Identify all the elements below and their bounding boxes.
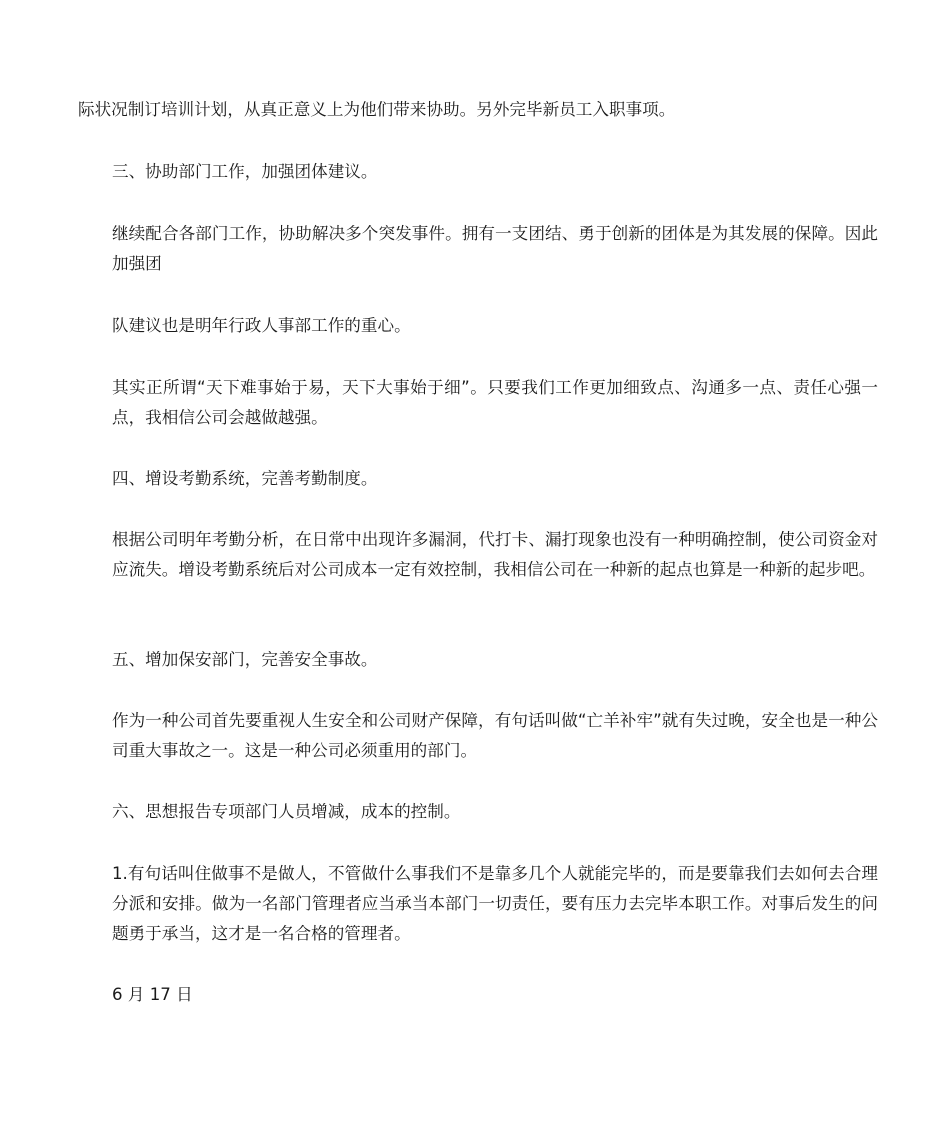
- paragraph-training-plan: 际状况制订培训计划，从真正意义上为他们带来协助。另外完毕新员工入职事项。: [78, 100, 676, 119]
- heading-section-3: 三、协助部门工作，加强团体建议。: [112, 162, 378, 181]
- paragraph-details: 其实正所谓“天下难事始于易，天下大事始于细”。只要我们工作更加细致点、沟通多一点、责任心强一点，我相信公司会越做越强。: [112, 378, 878, 427]
- paragraph-security: 作为一种公司首先要重视人生安全和公司财产保障，有句话叫做“亡羊补牢”就有失过晚，安全也是一种公司重大事故之一。这是一种公司必须重用的部门。: [112, 711, 878, 760]
- heading-section-4: 四、增设考勤系统，完善考勤制度。: [112, 469, 378, 488]
- date-line: 6 月 17 日: [112, 985, 193, 1004]
- paragraph-management: 1.有句话叫住做事不是做人，不管做什么事我们不是靠多几个人就能完毕的，而是要靠我们去如何去合理分派和安排。做为一名部门管理者应当承当本部门一切责任，要有压力去完毕本职工作。对事后发生的问题勇于承当，这才是一名合格的管理者。: [112, 864, 878, 943]
- heading-section-5: 五、增加保安部门，完善安全事故。: [112, 650, 378, 669]
- paragraph-team-building-cont: 队建议也是明年行政人事部工作的重心。: [112, 316, 411, 335]
- heading-section-6: 六、思想报告专项部门人员增减，成本的控制。: [112, 802, 461, 821]
- paragraph-team-building: 继续配合各部门工作，协助解决多个突发事件。拥有一支团结、勇于创新的团体是为其发展的保障。因此加强团: [112, 224, 878, 273]
- paragraph-attendance: 根据公司明年考勤分析，在日常中出现许多漏洞，代打卡、漏打现象也没有一种明确控制，使公司资金对应流失。增设考勤系统后对公司成本一定有效控制，我相信公司在一种新的起点也算是一种新的起步吧。: [112, 530, 878, 579]
